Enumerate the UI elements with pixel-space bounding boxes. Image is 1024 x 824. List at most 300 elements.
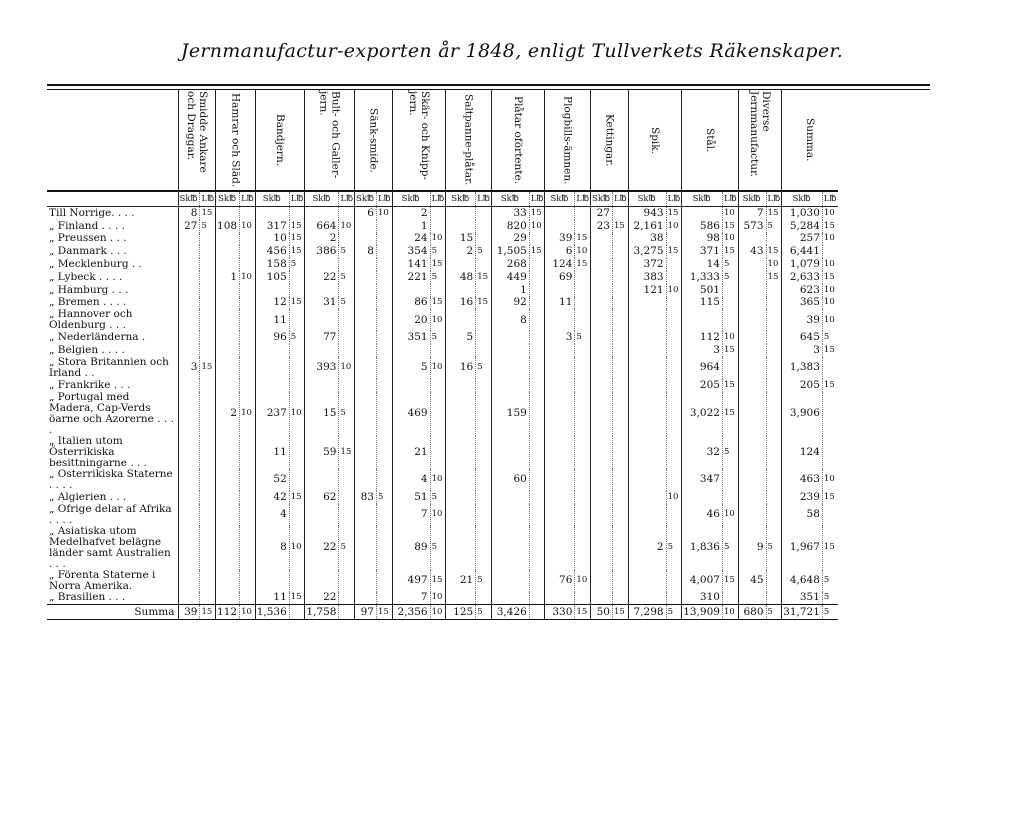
- skeppund-value: 9: [738, 526, 766, 570]
- skeppund-value: 1: [491, 284, 529, 297]
- lispund-value: 5: [430, 491, 446, 504]
- lispund-value: [476, 469, 492, 491]
- skeppund-value: 5: [392, 357, 430, 379]
- skeppund-value: [355, 309, 377, 331]
- unit-skeppund: Sk℔: [446, 191, 476, 207]
- lispund-value: [529, 357, 545, 379]
- lispund-value: [722, 284, 738, 297]
- lispund-value: [575, 220, 591, 233]
- skeppund-value: [216, 233, 240, 246]
- lispund-value: 15: [529, 245, 545, 258]
- lispund-value: 5: [476, 357, 492, 379]
- skeppund-value: [178, 344, 200, 357]
- destination-label: Till Norrige. . . .: [49, 206, 135, 219]
- skeppund-value: 77: [305, 331, 339, 344]
- lispund-value: 10: [430, 233, 446, 246]
- lispund-value: [240, 297, 256, 310]
- skeppund-value: [305, 504, 339, 526]
- skeppund-value: [738, 436, 766, 469]
- skeppund-value: 623: [782, 284, 823, 297]
- lispund-value: [666, 436, 682, 469]
- unit-header-row: [47, 191, 838, 207]
- skeppund-value: 141: [392, 258, 430, 271]
- skeppund-value: [355, 469, 377, 491]
- lispund-value: 5: [766, 605, 782, 620]
- skeppund-value: 13,909: [682, 605, 723, 620]
- column-header-text: Bult- och Galler-jern.: [317, 91, 342, 179]
- unit-label-corner: [47, 191, 178, 207]
- skeppund-value: [305, 344, 339, 357]
- export-table: [47, 90, 838, 620]
- column-header-text: Plåtar oförtente.: [512, 95, 525, 185]
- lispund-value: [289, 357, 305, 379]
- lispund-value: 10: [722, 331, 738, 344]
- skeppund-value: [738, 357, 766, 379]
- skeppund-value: [178, 309, 200, 331]
- skeppund-value: 205: [782, 379, 823, 392]
- lispund-value: [722, 592, 738, 605]
- skeppund-value: [355, 233, 377, 246]
- skeppund-value: 317: [255, 220, 289, 233]
- skeppund-value: [545, 379, 575, 392]
- document-title: Jernmanufactur-exporten år 1848, enligt Tullverkets Räkenskaper.: [180, 40, 844, 62]
- skeppund-value: 158: [255, 258, 289, 271]
- skeppund-value: 2,633: [782, 271, 823, 284]
- lispund-value: [575, 309, 591, 331]
- skeppund-value: [178, 233, 200, 246]
- lispund-value: 15: [575, 605, 591, 620]
- lispund-value: [666, 331, 682, 344]
- skeppund-value: [446, 526, 476, 570]
- lispund-value: 10: [822, 284, 837, 297]
- column-header-text: Hamrar och Släd.: [229, 92, 242, 188]
- destination-label: „ Bremen . . . .: [49, 296, 127, 309]
- lispund-value: [612, 491, 628, 504]
- skeppund-value: [305, 469, 339, 491]
- skeppund-value: [545, 357, 575, 379]
- lispund-value: [200, 258, 216, 271]
- skeppund-value: 21: [446, 570, 476, 592]
- lispund-value: 5: [339, 392, 355, 436]
- lispund-value: 10: [722, 207, 738, 220]
- skeppund-value: 3: [682, 344, 723, 357]
- skeppund-value: 268: [491, 258, 529, 271]
- lispund-value: [200, 592, 216, 605]
- skeppund-value: 20: [392, 309, 430, 331]
- skeppund-value: 50: [591, 605, 613, 620]
- column-header-text: Kettingar.: [603, 113, 616, 167]
- lispund-value: [666, 592, 682, 605]
- lispund-value: [766, 357, 782, 379]
- destination-label: „ Frankrike . . .: [49, 378, 131, 391]
- lispund-value: [575, 357, 591, 379]
- skeppund-value: [545, 491, 575, 504]
- skeppund-value: 124: [782, 436, 823, 469]
- skeppund-value: [355, 526, 377, 570]
- lispund-value: [289, 207, 305, 220]
- lispund-value: [612, 207, 628, 220]
- lispund-value: 15: [822, 379, 837, 392]
- skeppund-value: 7: [392, 504, 430, 526]
- skeppund-value: [628, 344, 666, 357]
- skeppund-value: [591, 284, 613, 297]
- table-row: [47, 245, 838, 258]
- skeppund-value: 1,536: [255, 605, 289, 620]
- lispund-value: [575, 436, 591, 469]
- lispund-value: 10: [376, 207, 392, 220]
- lispund-value: 10: [529, 220, 545, 233]
- skeppund-value: 3,906: [782, 392, 823, 436]
- skeppund-value: 501: [682, 284, 723, 297]
- skeppund-value: [255, 284, 289, 297]
- lispund-value: [200, 392, 216, 436]
- skeppund-value: 39: [545, 233, 575, 246]
- lispund-value: [476, 344, 492, 357]
- skeppund-value: 6: [545, 245, 575, 258]
- lispund-value: 5: [200, 220, 216, 233]
- lispund-value: 15: [766, 245, 782, 258]
- lispund-value: [529, 271, 545, 284]
- column-header-text: Sänk-smide.: [367, 107, 380, 173]
- skeppund-value: 383: [628, 271, 666, 284]
- skeppund-value: 1: [216, 271, 240, 284]
- skeppund-value: [355, 331, 377, 344]
- skeppund-value: 27: [591, 207, 613, 220]
- lispund-value: [529, 297, 545, 310]
- skeppund-value: [178, 297, 200, 310]
- unit-lispund: L℔: [612, 191, 628, 207]
- skeppund-value: [216, 592, 240, 605]
- lispund-value: [575, 344, 591, 357]
- destination-label: „ Danmark . . .: [49, 245, 127, 258]
- lispund-value: 15: [289, 233, 305, 246]
- skeppund-value: [446, 436, 476, 469]
- skeppund-value: 159: [491, 392, 529, 436]
- skeppund-value: 573: [738, 220, 766, 233]
- lispund-value: [612, 469, 628, 491]
- lispund-value: [612, 331, 628, 344]
- lispund-value: [666, 570, 682, 592]
- skeppund-value: [446, 379, 476, 392]
- skeppund-value: [591, 469, 613, 491]
- column-header: [491, 90, 545, 191]
- destination-label: „ Förenta Staterne i Norra Amerika.: [49, 569, 156, 592]
- table-row: [47, 526, 838, 570]
- skeppund-value: 11: [255, 309, 289, 331]
- lispund-value: [476, 331, 492, 344]
- skeppund-value: [545, 504, 575, 526]
- skeppund-value: [628, 469, 666, 491]
- lispund-value: [240, 357, 256, 379]
- lispund-value: [339, 344, 355, 357]
- unit-lispund: L℔: [575, 191, 591, 207]
- skeppund-value: 62: [305, 491, 339, 504]
- lispund-value: 15: [430, 297, 446, 310]
- lispund-value: [200, 436, 216, 469]
- lispund-value: [575, 504, 591, 526]
- skeppund-value: 8: [178, 207, 200, 220]
- lispund-value: [339, 233, 355, 246]
- lispund-value: 5: [430, 526, 446, 570]
- skeppund-value: 449: [491, 271, 529, 284]
- skeppund-value: 351: [392, 331, 430, 344]
- skeppund-value: 86: [392, 297, 430, 310]
- skeppund-value: [682, 207, 723, 220]
- skeppund-value: [178, 504, 200, 526]
- lispund-value: 5: [376, 491, 392, 504]
- skeppund-value: 89: [392, 526, 430, 570]
- skeppund-value: [591, 436, 613, 469]
- lispund-value: [766, 344, 782, 357]
- skeppund-value: 69: [545, 271, 575, 284]
- lispund-value: [766, 469, 782, 491]
- lispund-value: [612, 309, 628, 331]
- skeppund-value: [255, 570, 289, 592]
- skeppund-value: [216, 258, 240, 271]
- skeppund-value: [305, 309, 339, 331]
- lispund-value: 10: [430, 309, 446, 331]
- lispund-value: [339, 331, 355, 344]
- lispund-value: 5: [430, 245, 446, 258]
- unit-lispund: L℔: [766, 191, 782, 207]
- lispund-value: [376, 258, 392, 271]
- skeppund-value: 1,383: [782, 357, 823, 379]
- skeppund-value: [491, 491, 529, 504]
- skeppund-value: [178, 271, 200, 284]
- unit-lispund: L℔: [722, 191, 738, 207]
- skeppund-value: 1,967: [782, 526, 823, 570]
- skeppund-value: 8: [491, 309, 529, 331]
- lispund-value: [575, 592, 591, 605]
- lispund-value: [200, 233, 216, 246]
- skeppund-value: [446, 284, 476, 297]
- skeppund-value: [682, 491, 723, 504]
- skeppund-value: 46: [682, 504, 723, 526]
- skeppund-value: [738, 309, 766, 331]
- skeppund-value: 463: [782, 469, 823, 491]
- skeppund-value: 257: [782, 233, 823, 246]
- skeppund-value: [216, 469, 240, 491]
- table-row: [47, 592, 838, 605]
- lispund-value: [376, 357, 392, 379]
- skeppund-value: [305, 570, 339, 592]
- lispund-value: 5: [822, 570, 837, 592]
- lispund-value: [766, 392, 782, 436]
- skeppund-value: 3: [545, 331, 575, 344]
- lispund-value: 5: [822, 592, 837, 605]
- skeppund-value: 1,079: [782, 258, 823, 271]
- lispund-value: 10: [822, 258, 837, 271]
- lispund-value: [666, 469, 682, 491]
- lispund-value: [430, 207, 446, 220]
- column-header-text: Summa.: [803, 118, 816, 162]
- lispund-value: [529, 284, 545, 297]
- skeppund-value: 21: [392, 436, 430, 469]
- skeppund-value: [305, 207, 339, 220]
- lispund-value: 5: [339, 526, 355, 570]
- lispund-value: [575, 526, 591, 570]
- lispund-value: 15: [722, 344, 738, 357]
- skeppund-value: [178, 258, 200, 271]
- lispund-value: [339, 379, 355, 392]
- lispund-value: 15: [722, 392, 738, 436]
- skeppund-value: 3,275: [628, 245, 666, 258]
- lispund-value: [376, 379, 392, 392]
- lispund-value: [476, 491, 492, 504]
- skeppund-value: 42: [255, 491, 289, 504]
- lispund-value: [430, 284, 446, 297]
- lispund-value: [529, 392, 545, 436]
- skeppund-value: [178, 436, 200, 469]
- skeppund-value: 680: [738, 605, 766, 620]
- skeppund-value: [591, 258, 613, 271]
- skeppund-value: [591, 392, 613, 436]
- skeppund-value: [491, 570, 529, 592]
- lispund-value: [289, 504, 305, 526]
- unit-lispund: L℔: [376, 191, 392, 207]
- column-header-text: Diverse Jernmanufactur.: [747, 91, 772, 178]
- lispund-value: [612, 526, 628, 570]
- column-header: [628, 90, 682, 191]
- skeppund-value: 221: [392, 271, 430, 284]
- skeppund-value: 15: [446, 233, 476, 246]
- lispund-value: [240, 526, 256, 570]
- skeppund-value: [491, 526, 529, 570]
- lispund-value: [476, 436, 492, 469]
- skeppund-value: [355, 570, 377, 592]
- lispund-value: 10: [822, 207, 837, 220]
- skeppund-value: 121: [628, 284, 666, 297]
- lispund-value: [430, 379, 446, 392]
- skeppund-value: [738, 297, 766, 310]
- skeppund-value: [545, 392, 575, 436]
- skeppund-value: 31,721: [782, 605, 823, 620]
- skeppund-value: [738, 392, 766, 436]
- skeppund-value: [628, 491, 666, 504]
- lispund-value: [766, 284, 782, 297]
- skeppund-value: [545, 592, 575, 605]
- unit-lispund: L℔: [289, 191, 305, 207]
- skeppund-value: 33: [491, 207, 529, 220]
- unit-skeppund: Sk℔: [782, 191, 823, 207]
- column-header: [216, 90, 256, 191]
- column-header: [178, 90, 216, 191]
- skeppund-value: 48: [446, 271, 476, 284]
- lispund-value: [376, 271, 392, 284]
- skeppund-value: [491, 357, 529, 379]
- skeppund-value: [216, 570, 240, 592]
- lispund-value: [529, 379, 545, 392]
- skeppund-value: [216, 491, 240, 504]
- destination-label: „ Öfrige delar af Afrika . . . .: [49, 503, 172, 526]
- destination-label: „ Hannover och Oldenburg . . .: [49, 309, 133, 332]
- skeppund-value: [446, 207, 476, 220]
- lispund-value: 5: [722, 526, 738, 570]
- lispund-value: [575, 379, 591, 392]
- lispund-value: [376, 309, 392, 331]
- skeppund-value: 347: [682, 469, 723, 491]
- skeppund-value: [628, 504, 666, 526]
- unit-skeppund: Sk℔: [491, 191, 529, 207]
- unit-skeppund: Sk℔: [392, 191, 430, 207]
- skeppund-value: 24: [392, 233, 430, 246]
- lispund-value: [529, 258, 545, 271]
- skeppund-value: [305, 379, 339, 392]
- unit-lispund: L℔: [822, 191, 837, 207]
- skeppund-value: [355, 344, 377, 357]
- destination-label: „ Asiatiska utom Medelhafvet belägne länder samt Australien . . .: [49, 525, 171, 570]
- column-header-text: Bandjern.: [274, 113, 287, 167]
- lispund-value: [529, 592, 545, 605]
- skeppund-value: 4,648: [782, 570, 823, 592]
- skeppund-value: 393: [305, 357, 339, 379]
- skeppund-value: 32: [682, 436, 723, 469]
- skeppund-value: 29: [491, 233, 529, 246]
- skeppund-value: [355, 297, 377, 310]
- lispund-value: 5: [822, 605, 837, 620]
- lispund-value: [666, 379, 682, 392]
- destination-label: „ Finland . . . .: [49, 219, 125, 232]
- lispund-value: [722, 469, 738, 491]
- lispund-value: 15: [430, 258, 446, 271]
- skeppund-value: 1: [392, 220, 430, 233]
- lispund-value: 10: [430, 469, 446, 491]
- lispund-value: [376, 233, 392, 246]
- lispund-value: 10: [722, 233, 738, 246]
- lispund-value: [722, 297, 738, 310]
- table-row: [47, 309, 838, 331]
- lispund-value: 10: [240, 392, 256, 436]
- unit-skeppund: Sk℔: [628, 191, 666, 207]
- lispund-value: [289, 309, 305, 331]
- skeppund-value: 7,298: [628, 605, 666, 620]
- lispund-value: 10: [722, 504, 738, 526]
- skeppund-value: [738, 504, 766, 526]
- lispund-value: 10: [575, 245, 591, 258]
- skeppund-value: 97: [355, 605, 377, 620]
- lispund-value: [766, 491, 782, 504]
- column-header-text: Saltpanne-plåtar.: [462, 94, 475, 186]
- skeppund-value: [738, 344, 766, 357]
- destination-label: „ Stora Britannien och Irland . .: [49, 356, 169, 379]
- skeppund-value: [355, 504, 377, 526]
- lispund-value: [766, 379, 782, 392]
- lispund-value: [200, 309, 216, 331]
- lispund-value: [289, 605, 305, 620]
- skeppund-value: [446, 392, 476, 436]
- skeppund-value: 4: [255, 504, 289, 526]
- lispund-value: 15: [666, 207, 682, 220]
- destination-label: „ Nederländerna .: [49, 331, 146, 344]
- skeppund-value: [178, 284, 200, 297]
- lispund-value: [376, 297, 392, 310]
- skeppund-value: 2,161: [628, 220, 666, 233]
- skeppund-value: [255, 379, 289, 392]
- lispund-value: [376, 392, 392, 436]
- skeppund-value: [446, 220, 476, 233]
- skeppund-value: [545, 344, 575, 357]
- lispund-value: 15: [200, 207, 216, 220]
- lispund-value: [612, 297, 628, 310]
- skeppund-value: 115: [682, 297, 723, 310]
- lispund-value: 10: [240, 220, 256, 233]
- skeppund-value: [738, 233, 766, 246]
- skeppund-value: [591, 344, 613, 357]
- lispund-value: [575, 392, 591, 436]
- skeppund-value: 124: [545, 258, 575, 271]
- skeppund-value: [738, 331, 766, 344]
- skeppund-value: [591, 379, 613, 392]
